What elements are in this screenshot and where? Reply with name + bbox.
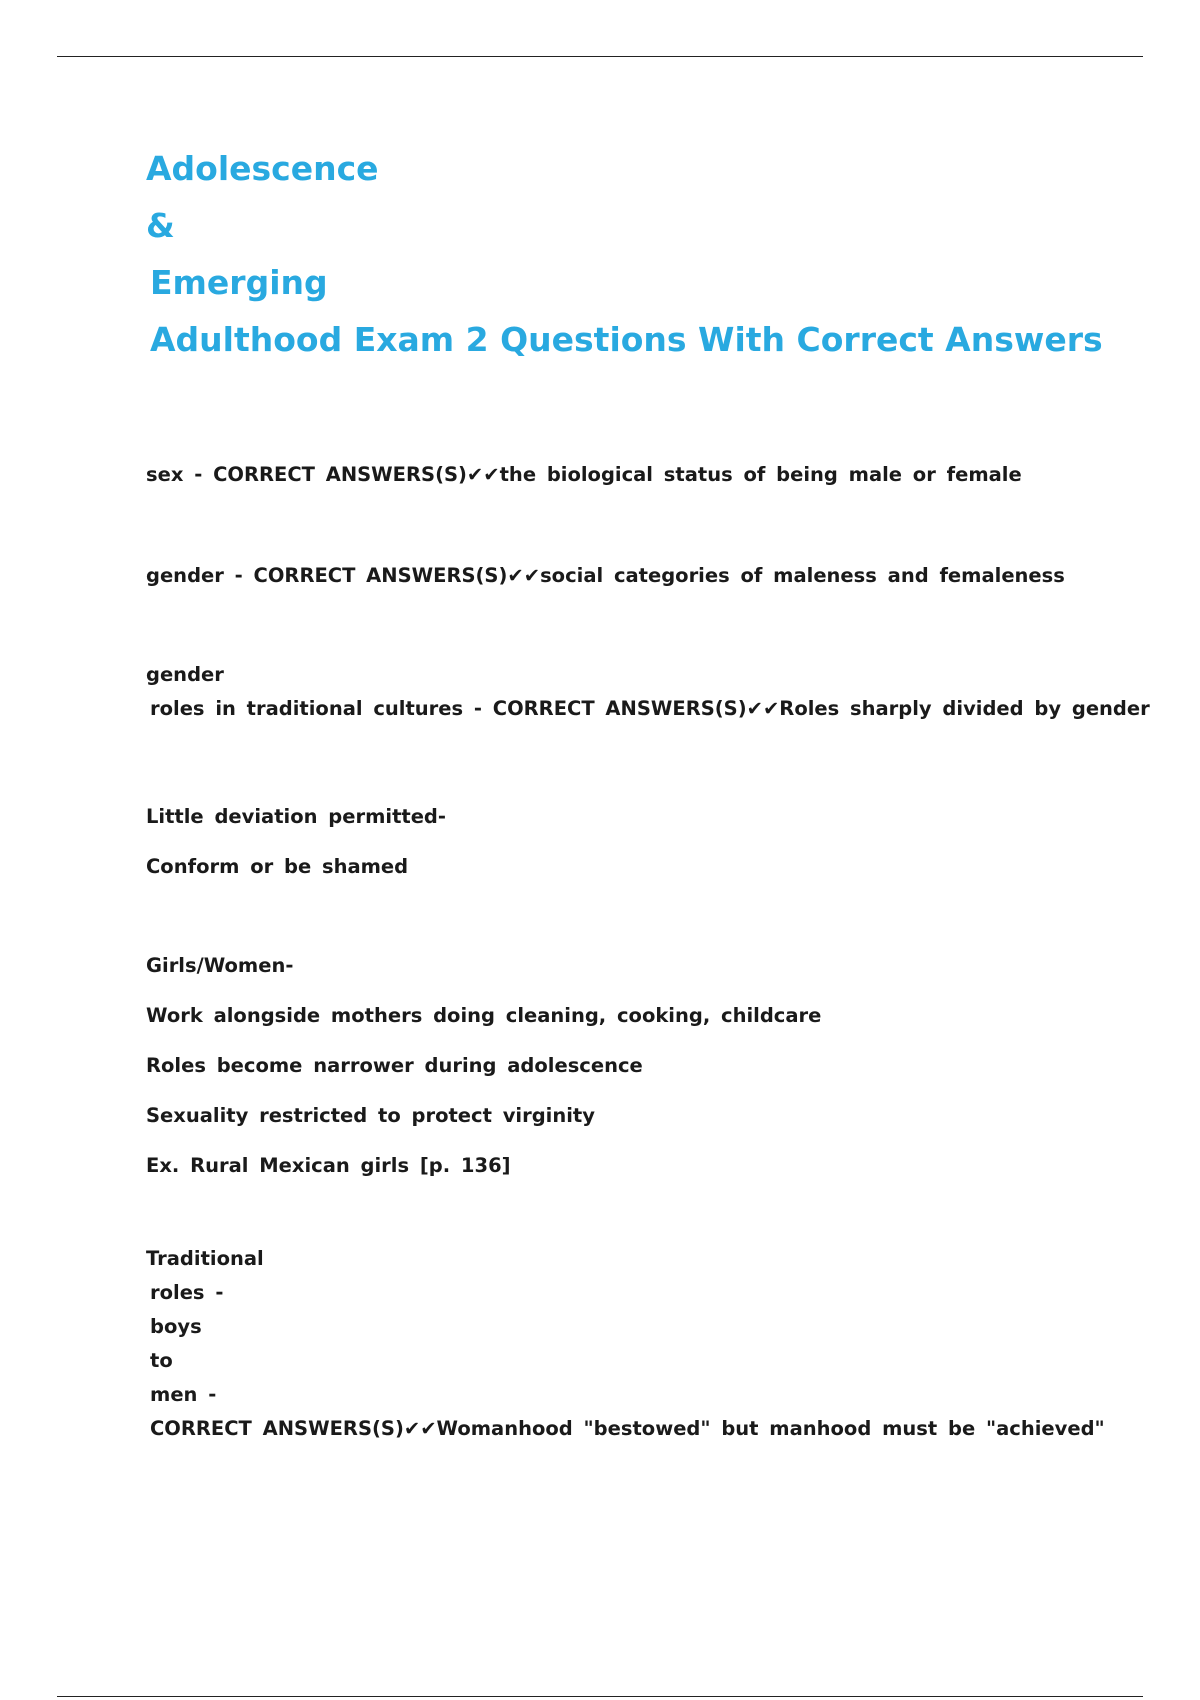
- qa-gender-text: gender - CORRECT ANSWERS(S)✔✔social categories of maleness and femaleness: [146, 564, 1065, 587]
- top-rule: [57, 56, 1143, 57]
- answer-deviation: [146, 792, 446, 892]
- qa-gender: [146, 559, 1065, 593]
- qa-term-line: men -: [150, 1383, 217, 1406]
- qa-boys-to-men: [146, 1242, 1105, 1446]
- qa-term-line: to: [150, 1349, 173, 1372]
- answer-line: Little deviation permitted-: [146, 805, 446, 828]
- answer-line: Ex. Rural Mexican girls [p. 136]: [146, 1154, 511, 1177]
- bottom-rule: [57, 1696, 1143, 1697]
- qa-answer-line: CORRECT ANSWERS(S)✔✔Womanhood "bestowed" but manhood must be "achieved": [150, 1417, 1105, 1440]
- title-line-3: Emerging: [150, 263, 328, 302]
- qa-term-line: Traditional: [146, 1247, 264, 1270]
- qa-term-line: boys: [150, 1315, 202, 1338]
- qa-term-line: gender: [146, 663, 224, 686]
- qa-sex: [146, 458, 1022, 492]
- title-line-2: &: [146, 206, 175, 245]
- qa-gender-roles-traditional: [146, 658, 1150, 726]
- title-line-4: Adulthood Exam 2 Questions With Correct Answers: [150, 320, 1103, 359]
- qa-sex-text: sex - CORRECT ANSWERS(S)✔✔the biological status of being male or female: [146, 463, 1022, 486]
- answer-line: Work alongside mothers doing cleaning, cooking, childcare: [146, 1004, 822, 1027]
- answer-girls-women: [146, 941, 821, 1191]
- qa-answer-line: roles in traditional cultures - CORRECT ANSWERS(S)✔✔Roles sharply divided by gender: [150, 697, 1150, 720]
- title-line-1: Adolescence: [146, 149, 379, 188]
- answer-line: Conform or be shamed: [146, 855, 409, 878]
- answer-line: Girls/Women-: [146, 954, 294, 977]
- answer-line: Sexuality restricted to protect virginity: [146, 1104, 595, 1127]
- qa-term-line: roles -: [150, 1281, 224, 1304]
- answer-line: Roles become narrower during adolescence: [146, 1054, 643, 1077]
- document-title: [146, 140, 1103, 368]
